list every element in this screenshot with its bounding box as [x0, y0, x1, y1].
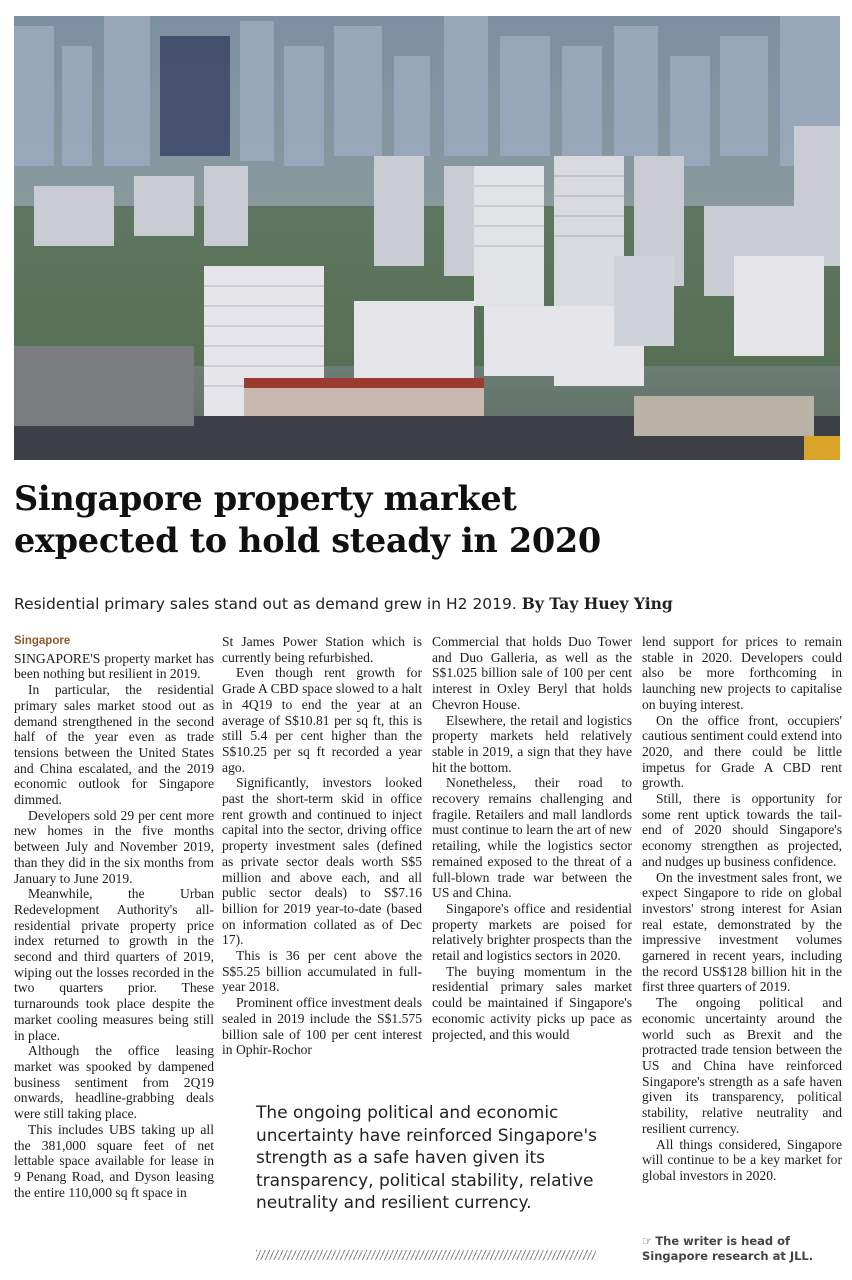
paragraph: Even though rent growth for Grade A CBD space slowed to a halt in 4Q19 to end the year at an average of S$10.81 per sq ft, this is still 5.4 per cent higher than the S$10.25 per sq ft recorded a year ago.	[222, 665, 422, 775]
paragraph: Commercial that holds Duo Tower and Duo Galleria, as well as the S$1.025 billion sale of 100 per cent interest in Oxley Beryl that holds Chevron House.	[432, 634, 632, 712]
paragraph: Still, there is opportunity for some rent uptick towards the tail-end of 2020 should Singapore's economy strengthen as projected, and nudges up business confidence.	[642, 791, 842, 869]
headline-line-1: Singapore property market	[14, 479, 517, 518]
skyline-illustration	[14, 16, 840, 460]
byline: By Tay Huey Ying	[521, 594, 673, 613]
paragraph: The ongoing political and economic uncertainty around the world such as Brexit and the protracted trade tension between the US and China have reinforced Singapore's strength as a safe haven given its transparency, political stability, relative neutrality and resilient currency.	[642, 995, 842, 1136]
paragraph: On the investment sales front, we expect Singapore to ride on global investors' strong interest for Asian real estate, demonstrated by the impressive investment volumes garnered in recent years, including the record US$128 billion hit in the first three quarters of 2019.	[642, 869, 842, 995]
pull-quote: The ongoing political and economic uncertainty have reinforced Singapore's strength as a safe haven given its transparency, political stability, relative neutrality and resilient currency.	[256, 1103, 598, 1213]
paragraph: Prominent office investment deals sealed in 2019 include the S$1.575 billion sale of 100 per cent interest in Ophir-Rochor	[222, 995, 422, 1058]
body-column-3	[432, 634, 632, 1104]
pointing-hand-icon: ☞	[642, 1234, 653, 1248]
headline-line-2: expected to hold steady in 2020	[14, 521, 601, 560]
paragraph: Although the office leasing market was spooked by dampened business sentiment from 2Q19 onwards, headline-grabbing deals were still taking place.	[14, 1043, 214, 1122]
paragraph: This includes UBS taking up all the 381,000 square feet of net lettable space available for lease in 9 Penang Road, and Dyson leasing the entire 110,000 sq ft space in	[14, 1121, 214, 1200]
paragraph: All things considered, Singapore will continue to be a key market for global investors in 2020.	[642, 1136, 842, 1183]
paragraph: The buying momentum in the residential primary sales market could be maintained if Singapore's economic activity picks up pace as projected, and this would	[432, 963, 632, 1042]
decorative-hatch-rule	[256, 1250, 596, 1260]
body-column-4	[642, 634, 842, 1234]
author-note	[642, 1234, 842, 1264]
paragraph: lend support for prices to remain stable in 2020. Developers could also be more forthcoming in launching new projects to capitalise on buying interest.	[642, 634, 842, 712]
paragraph: On the office front, occupiers' cautious sentiment could extend into 2020, and there could be little impetus for Grade A CBD rent growth.	[642, 712, 842, 791]
article-dek	[14, 594, 834, 613]
paragraph: Singapore's office and residential property markets are poised for relatively brighter prospects than the retail and logistics sectors in 2020.	[432, 900, 632, 964]
paragraph: Meanwhile, the Urban Redevelopment Authority's all-residential private property price index returned to growth in the second and third quarters of 2019, wiping out the losses recorded in the two quarters prior. These turnarounds took place despite the market cooling measures being still in place.	[14, 886, 214, 1043]
paragraph: In particular, the residential primary sales market stood out as demand strengthened in the second half of the year even as trade tensions between the United States and China escalated, and the 2019 economic outlook for Singapore dimmed.	[14, 682, 214, 808]
paragraph: Significantly, investors looked past the short-term skid in office rent growth and continued to inject capital into the sector, driving office property investment sales (defined as private sector deals worth S$5 million and above each, and all public sector deals) to S$7.16 billion for 2019 year-to-date (based on information collated as of Dec 17).	[222, 775, 422, 948]
paragraph: Developers sold 29 per cent more new homes in the five months between July and November 2019, than they did in the six months from January to June 2019.	[14, 807, 214, 886]
author-note-text: The writer is head of Singapore research at JLL.	[642, 1234, 814, 1263]
paragraph: Elsewhere, the retail and logistics property markets held relatively stable in 2019, a sign that they have hit the bottom.	[432, 712, 632, 775]
paragraph: St James Power Station which is currently being refurbished.	[222, 634, 422, 665]
body-column-2	[222, 634, 422, 1104]
paragraph: SINGAPORE'S property market has been nothing but resilient in 2019.	[14, 650, 214, 682]
paragraph: Nonetheless, their road to recovery remains challenging and fragile. Retailers and mall landlords must continue to learn the art of new retailing, while the logistics sector remained exposed to the threat of a full-blown trade war between the US and China.	[432, 775, 632, 901]
dek-text: Residential primary sales stand out as demand grew in H2 2019.	[14, 595, 517, 613]
paragraph: This is 36 per cent above the S$5.25 billion accumulated in full-year 2018.	[222, 948, 422, 995]
cityscape-photo	[14, 16, 840, 460]
article-headline	[14, 478, 834, 562]
dateline: Singapore	[14, 635, 71, 647]
body-column-1	[14, 634, 214, 1276]
